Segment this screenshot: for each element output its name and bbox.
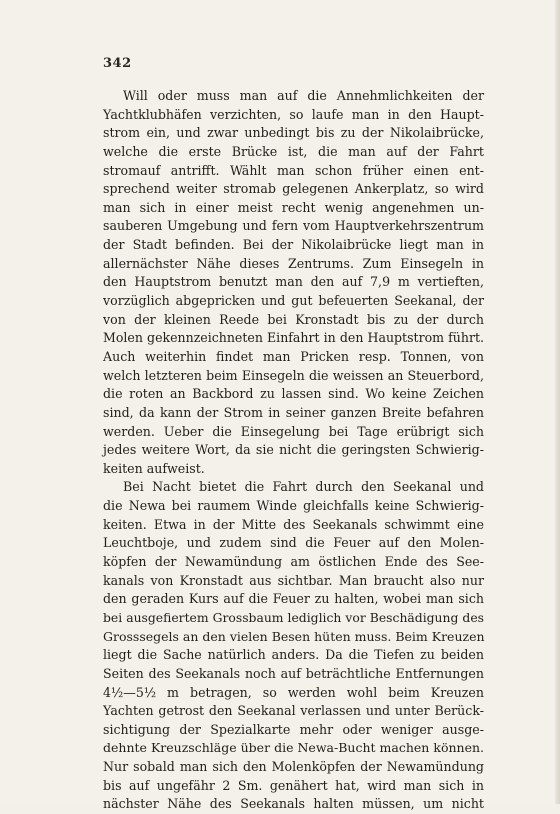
- text-line: vorzüglich abgepricken und gut befeuerten Seekanal, der: [103, 293, 484, 309]
- text-line: sprechend weiter stromab gelegenen Ankerplatz, so wird: [103, 181, 484, 197]
- text-line: von der kleinen Reede bei Kronstadt bis zu der durch: [103, 311, 484, 327]
- text-line: Leuchtboje, und zudem sind die Feuer auf den Molen-: [103, 535, 484, 551]
- text-line: nächster Nähe des Seekanals halten müssen, um nicht: [103, 796, 484, 812]
- text-line: dehnte Kreuzschläge über die Newa-Bucht machen können.: [103, 740, 484, 756]
- text-line: der Stadt befinden. Bei der Nikolaibrücke liegt man in: [103, 237, 484, 253]
- text-line: den geraden Kurs auf die Feuer zu halten, wobei man sich: [103, 591, 484, 607]
- text-line: man sich in einer meist recht wenig angenehmen un-: [103, 199, 484, 215]
- text-line: Will oder muss man auf die Annehmlichkeiten der: [123, 88, 484, 103]
- text-line: keiten aufweist.: [103, 460, 205, 476]
- page-number: 342: [103, 56, 132, 71]
- text-line: jedes weitere Wort, da sie nicht die geringsten Schwierig-: [103, 442, 484, 458]
- text-line: bei ausgefiertem Grossbaum lediglich vor Beschädigung des: [103, 610, 484, 625]
- body-text: [103, 87, 484, 814]
- text-line: werden. Ueber die Einsegelung bei Tage erübrigt sich: [103, 423, 484, 439]
- text-line: kanals von Kronstadt aus sichtbar. Man braucht also nur: [103, 572, 484, 588]
- text-line: die roten an Backbord zu lassen sind. Wo keine Zeichen: [103, 386, 484, 402]
- text-line: Yachten getrost den Seekanal verlassen und unter Berück-: [103, 703, 484, 719]
- text-line: liegt die Sache natürlich anders. Da die Tiefen zu beiden: [103, 647, 484, 663]
- text-line: sauberen Umgebung und fern vom Hauptverkehrszentrum: [103, 218, 484, 234]
- text-line: sichtigung der Spezialkarte mehr oder weniger ausge-: [103, 721, 484, 737]
- text-line: Seiten des Seekanals noch auf beträchtliche Entfernungen: [103, 665, 484, 681]
- text-line: Nur sobald man sich den Molenköpfen der Newamündung: [103, 759, 484, 775]
- text-line: strom ein, und zwar unbedingt bis zu der Nikolaibrücke,: [103, 125, 484, 141]
- text-line: Molen gekennzeichneten Einfahrt in den Hauptstrom führt.: [103, 330, 484, 346]
- text-line: allernächster Nähe dieses Zentrums. Zum Einsegeln in: [103, 255, 484, 271]
- text-line: Auch weiterhin findet man Pricken resp. Tonnen, von: [103, 348, 484, 364]
- text-line: welch letzteren beim Einsegeln die weissen an Steuerbord,: [103, 367, 484, 383]
- text-line: stromauf antrifft. Wählt man schon früher einen ent-: [103, 162, 484, 178]
- text-line: Yachtklubhäfen verzichten, so laufe man in den Haupt-: [103, 106, 484, 122]
- page-edge: [555, 0, 560, 804]
- text-line: die Newa bei raumem Winde gleichfalls keine Schwierig-: [103, 498, 484, 514]
- text-line: Grosssegels an den vielen Besen hüten muss. Beim Kreuzen: [103, 628, 485, 644]
- text-line: köpfen der Newamündung am östlichen Ende des See-: [103, 554, 484, 570]
- text-line: den Hauptstrom benutzt man den auf 7,9 m vertieften,: [103, 274, 484, 290]
- text-line: Bei Nacht bietet die Fahrt durch den Seekanal und: [123, 479, 484, 495]
- text-line: bis auf ungefähr 2 Sm. genähert hat, wird man sich in: [103, 777, 484, 793]
- text-line: keiten. Etwa in der Mitte des Seekanals schwimmt eine: [103, 516, 484, 532]
- text-line: welche die erste Brücke ist, die man auf der Fahrt: [103, 143, 484, 159]
- text-line: 4½—5½ m betragen, so werden wohl beim Kreuzen: [103, 684, 484, 700]
- text-line: sind, da kann der Strom in seiner ganzen Breite befahren: [103, 404, 484, 420]
